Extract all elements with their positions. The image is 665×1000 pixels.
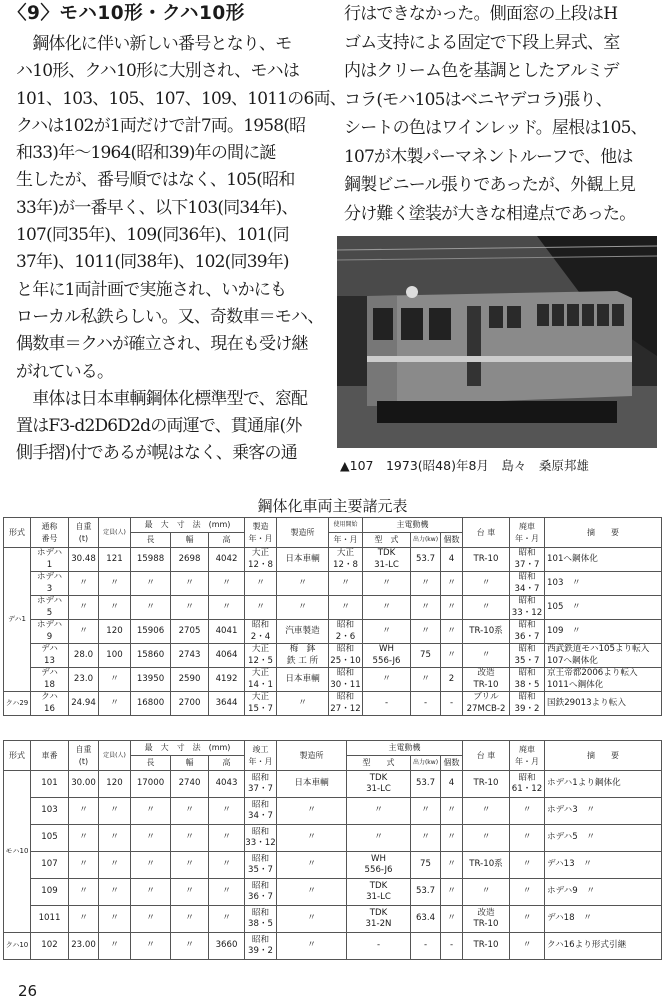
table-cell: 〃 (131, 596, 171, 620)
header-count: 個数 (441, 533, 463, 548)
table-cell: 〃 (411, 596, 441, 620)
table-cell: 昭和 33・12 (245, 825, 277, 852)
table-cell: 改造 TR-10 (463, 668, 510, 692)
table-cell: TDK 31-LC (347, 771, 411, 798)
table-cell: 〃 (69, 798, 99, 825)
table-cell: 2590 (171, 668, 209, 692)
header-capacity: 定員(人) (99, 518, 131, 548)
table-cell: TDK 31-2N (347, 906, 411, 933)
header-maker: 製造所 (277, 741, 347, 771)
text-line: ローカル私鉄らしい。又、奇数車＝モハ、 (16, 306, 324, 327)
text-line: 内はクリーム色を基調としたアルミデ (344, 61, 619, 81)
table-cell: 〃 (347, 798, 411, 825)
table-cell: 2743 (171, 644, 209, 668)
table-cell: 53.7 (411, 771, 441, 798)
table-cell: 105 (31, 825, 69, 852)
table-cell: 〃 (277, 692, 329, 716)
table-cell: 大正 12・8 (245, 548, 277, 572)
header-length: 長 (131, 533, 171, 548)
table-cell: 107 (31, 852, 69, 879)
table-cell: 〃 (131, 879, 171, 906)
table-cell: 15906 (131, 620, 171, 644)
table-cell: 4 (441, 548, 463, 572)
table-cell: 〃 (69, 906, 99, 933)
table-cell: 〃 (510, 825, 545, 852)
table-cell: 〃 (99, 798, 131, 825)
table-row (4, 852, 662, 879)
table-cell: 昭和 33・12 (510, 596, 545, 620)
table-cell: TR-10 (463, 771, 510, 798)
text-line: 分け難く塗装が大きな相違点であった。 (344, 203, 636, 224)
table-cell: ブリル 27MCB-2 (463, 692, 510, 716)
table-cell: 〃 (277, 596, 329, 620)
header-completed: 竣工 年・月 (245, 741, 277, 771)
table-cell: 〃 (411, 668, 441, 692)
table-cell: 〃 (171, 906, 209, 933)
table-cell: 4041 (209, 620, 245, 644)
table-cell: WH 556-J6 (363, 644, 411, 668)
table-cell: 〃 (441, 798, 463, 825)
header-maker: 製造所 (277, 518, 329, 548)
table-cell: 〃 (171, 798, 209, 825)
table-cell: 〃 (209, 852, 245, 879)
table-cell: 100 (99, 644, 131, 668)
table-cell: 〃 (510, 906, 545, 933)
header-start-ym: 年・月 (329, 533, 363, 548)
table-cell: 3644 (209, 692, 245, 716)
text-line: 107が木製パーマネントルーフで、他は (344, 146, 633, 167)
text-line: がれている。 (16, 361, 114, 382)
notes-cell: 109 〃 (545, 620, 662, 644)
notes-cell: デハ18 〃 (545, 906, 662, 933)
table-cell: 〃 (69, 852, 99, 879)
table-cell: 〃 (463, 644, 510, 668)
table-cell: 〃 (441, 596, 463, 620)
table-cell: 〃 (171, 879, 209, 906)
table-cell: 〃 (463, 798, 510, 825)
table-cell: 昭和 61・12 (510, 771, 545, 798)
table-cell: 〃 (411, 620, 441, 644)
table-cell: 〃 (99, 879, 131, 906)
table-cell: 昭和 39・2 (510, 692, 545, 716)
text-line: 33年)が一番早く、以下103(同34年)、 (16, 197, 298, 218)
table-cell: 日本車輌 (277, 771, 347, 798)
table-cell: 昭和 37・7 (510, 548, 545, 572)
header-height: 高 (209, 756, 245, 771)
header-weight: 自重 (t) (69, 741, 99, 771)
text-line: 偶数車＝クハが確立され、現在も受け継 (16, 334, 308, 355)
notes-cell: 105 〃 (545, 596, 662, 620)
table-cell: 昭和 38・5 (245, 906, 277, 933)
table-cell: 〃 (131, 825, 171, 852)
table-cell: 53.7 (411, 548, 441, 572)
table-cell: 〃 (209, 906, 245, 933)
text-line: 鋼製ビニール張りであったが、外観上見 (344, 175, 636, 195)
header-retired: 廃車 年・月 (510, 741, 545, 771)
table-cell: 〃 (69, 620, 99, 644)
table-cell: 120 (99, 620, 131, 644)
table-cell: 昭和 2・4 (245, 620, 277, 644)
table-cell: - (363, 692, 411, 716)
text-line: 車体は日本車輌鋼体化標準型で、窓配 (16, 388, 308, 409)
table-cell: 15988 (131, 548, 171, 572)
table-row (4, 548, 662, 572)
table-cell: 103 (31, 798, 69, 825)
table-cell: 昭和 34・7 (245, 798, 277, 825)
table-cell: 〃 (441, 620, 463, 644)
text-line: 和33)年～1964(昭和39)年の間に誕 (16, 143, 276, 164)
header-motor: 主電動機 (347, 741, 463, 756)
notes-cell: ホデハ3 〃 (545, 798, 662, 825)
table-cell: - (411, 933, 441, 960)
table-cell: 28.0 (69, 644, 99, 668)
table-row (4, 798, 662, 825)
notes-cell: デハ13 〃 (545, 852, 662, 879)
notes-cell: 京王帝都2006より転入 1011へ鋼体化 (545, 668, 662, 692)
table-cell: 〃 (99, 668, 131, 692)
table-cell: 昭和 36・7 (510, 620, 545, 644)
table-cell: 〃 (131, 933, 171, 960)
table-cell: 〃 (277, 933, 347, 960)
header-length: 長 (131, 756, 171, 771)
header-dims: 最 大 寸 法 (mm) (131, 518, 245, 533)
table-cell: 63.4 (411, 906, 441, 933)
type-cell: デハ1 (4, 548, 31, 692)
table-cell: 昭和 27・12 (330, 692, 361, 714)
table-cell: 〃 (463, 572, 510, 596)
header-motor: 主電動機 (363, 518, 463, 533)
text-line: コラ(モハ105はベニヤデコラ)張り、 (344, 89, 612, 110)
table-cell: 〃 (510, 798, 545, 825)
table-cell: 2700 (171, 692, 209, 716)
spec-table-after (3, 740, 662, 960)
table-row (4, 620, 662, 644)
table-cell: 〃 (131, 852, 171, 879)
table-cell: 昭和 35・7 (510, 644, 545, 668)
table-cell: 101 (31, 771, 69, 798)
table-cell: 75 (411, 644, 441, 668)
text-line: シートの色はワインレッド。屋根は105、 (344, 118, 647, 138)
table-cell: 〃 (441, 644, 463, 668)
text-line: 101、103、105、107、109、1011の6両、 (16, 88, 346, 109)
text-line: 行はできなかった。側面窓の上段はH (344, 4, 618, 24)
table-cell: 〃 (441, 906, 463, 933)
table-cell: 〃 (441, 825, 463, 852)
table-cell: 4192 (209, 668, 245, 692)
table-cell: 日本車輌 (277, 668, 329, 692)
header-notes: 摘 要 (545, 518, 662, 548)
header-number: 車番 (31, 741, 69, 771)
table-cell: TR-10系 (463, 852, 510, 879)
header-type: 形式 (4, 518, 31, 548)
table-cell: 〃 (277, 572, 329, 596)
header-built: 製造 年・月 (245, 518, 277, 548)
table-cell: TR-10 (463, 933, 510, 960)
table-cell: 23.0 (69, 668, 99, 692)
table-cell: 2 (441, 668, 463, 692)
table-cell: 梅 鉢 鉄 工 所 (277, 644, 329, 668)
table-cell: 〃 (209, 572, 245, 596)
table-cell: 75 (411, 852, 441, 879)
table-cell: 昭和 34・7 (510, 572, 545, 596)
table-cell: 〃 (441, 879, 463, 906)
table-cell: 102 (31, 933, 69, 960)
table-cell: 〃 (347, 825, 411, 852)
table-cell: 昭和 39・2 (245, 933, 277, 960)
table-cell: 24.94 (69, 692, 99, 716)
table-cell: 〃 (463, 879, 510, 906)
table-cell: 4042 (209, 548, 245, 572)
text-line: 置はF3-d2D6D2dの両運で、貫通扉(外 (16, 416, 302, 437)
table-cell: 〃 (99, 825, 131, 852)
type-cell: モハ10 (4, 771, 31, 933)
table-cell: 〃 (277, 852, 347, 879)
notes-cell: ホデハ5 〃 (545, 825, 662, 852)
table-cell: 〃 (69, 825, 99, 852)
table-cell: 〃 (69, 879, 99, 906)
table-cell: TDK 31-LC (363, 548, 411, 572)
table-cell: 〃 (245, 596, 277, 620)
table-cell: 13950 (131, 668, 171, 692)
table-cell: 昭和 2・6 (329, 620, 363, 644)
table-cell: 23.00 (69, 933, 99, 960)
table-row (4, 596, 662, 620)
table-cell: ホデハ 5 (31, 596, 69, 620)
table-row (4, 879, 662, 906)
table-cell: - (441, 692, 463, 716)
table-cell: 昭和 25・10 (330, 644, 361, 666)
text-line: 生したが、番号順ではなく、105(昭和 (16, 170, 295, 191)
table-cell: 〃 (411, 825, 441, 852)
table-cell: 〃 (69, 596, 99, 620)
notes-cell: ホデハ1より鋼体化 (545, 771, 662, 798)
page-number: 26 (18, 982, 38, 1000)
table-cell: 16800 (131, 692, 171, 716)
table-cell: 〃 (99, 933, 131, 960)
text-line: 107(同35年)、109(同36年)、101(同 (16, 225, 289, 246)
table-cell: 2698 (171, 548, 209, 572)
table-row (4, 668, 662, 692)
notes-cell: 101へ鋼体化 (545, 548, 662, 572)
header-motor-type: 型 式 (347, 756, 411, 771)
table-row (4, 933, 662, 960)
table-cell: 〃 (363, 596, 411, 620)
table-title: 鋼体化車両主要諸元表 (257, 497, 408, 515)
header-capacity: 定員(人) (99, 741, 131, 771)
table-cell: TDK 31-LC (347, 879, 411, 906)
table-cell: 昭和 36・7 (245, 879, 277, 906)
text-line: と年に1両計画で実施され、いかにも (16, 279, 287, 300)
table-cell: 17000 (131, 771, 171, 798)
table-cell: 30.00 (69, 771, 99, 798)
header-start: 使用開始 (329, 518, 363, 533)
table-cell: 〃 (171, 825, 209, 852)
text-line: クハは102が1両だけで計7両。1958(昭 (16, 115, 306, 136)
header-dims: 最 大 寸 法 (mm) (131, 741, 245, 756)
header-output: 出力(kw) (411, 756, 441, 771)
notes-cell: ホデハ9 〃 (545, 879, 662, 906)
table-row (4, 692, 662, 716)
header-truck: 台 車 (463, 518, 510, 548)
body-text-left-column (16, 31, 346, 468)
header-width: 幅 (171, 756, 209, 771)
table-cell: 〃 (277, 825, 347, 852)
table-cell: 〃 (510, 933, 545, 960)
table-cell: 〃 (99, 596, 131, 620)
table-cell: 〃 (99, 906, 131, 933)
table-cell: 〃 (99, 692, 131, 716)
table-cell: ホデハ 1 (31, 548, 69, 572)
table-cell: デハ 18 (31, 668, 69, 692)
table-cell: 〃 (209, 879, 245, 906)
table-cell: 大正 15・7 (245, 692, 277, 716)
table-row (4, 572, 662, 596)
table-cell: 〃 (329, 572, 363, 596)
type-cell: クハ10 (4, 933, 31, 960)
table-cell: 3660 (209, 933, 245, 960)
table-cell: 〃 (171, 933, 209, 960)
table-cell: デハ 13 (31, 644, 69, 668)
table-cell: 〃 (510, 852, 545, 879)
table-cell: 〃 (329, 596, 363, 620)
table-cell: ホデハ 9 (31, 620, 69, 644)
table-cell: 〃 (131, 572, 171, 596)
header-notes: 摘 要 (545, 741, 662, 771)
text-line: 鋼体化に伴い新しい番号となり、モ (16, 34, 292, 54)
photo-caption: ▲107 1973(昭48)年8月 島々 桑原邦雄 (340, 458, 589, 473)
table-cell: 〃 (277, 798, 347, 825)
table-cell: 4 (441, 771, 463, 798)
table-cell: 汽車製造 (277, 620, 329, 644)
type-cell: クハ29 (4, 692, 31, 716)
notes-cell: 西武鉄道モハ105より転入 107へ鋼体化 (545, 644, 662, 668)
notes-cell: クハ16より形式引継 (545, 933, 662, 960)
table-cell: WH 556-J6 (347, 852, 411, 879)
table-cell: 30.48 (69, 548, 99, 572)
header-width: 幅 (171, 533, 209, 548)
table-cell: 109 (31, 879, 69, 906)
notes-cell: 103 〃 (545, 572, 662, 596)
table-cell: 昭和 38・5 (510, 668, 545, 692)
table-cell: 〃 (441, 852, 463, 879)
table-cell: 〃 (171, 852, 209, 879)
table-row (4, 771, 662, 798)
table-cell: 〃 (277, 879, 347, 906)
table-cell: ホデハ 3 (31, 572, 69, 596)
table-cell: 〃 (277, 906, 347, 933)
table-cell: 昭和 30・11 (330, 668, 361, 690)
table-cell: 〃 (209, 596, 245, 620)
table-cell: TR-10 (463, 548, 510, 572)
table-cell: 昭和 35・7 (245, 852, 277, 879)
table-row (4, 644, 662, 668)
header-type: 形式 (4, 741, 31, 771)
table-cell: 日本車輌 (277, 548, 329, 572)
text-line: 37年)、1011(同38年)、102(同39年) (16, 252, 289, 273)
table-cell: - (347, 933, 411, 960)
table-cell: 〃 (363, 620, 411, 644)
text-line: ハ10形、クハ10形に大別され、モハは (16, 61, 300, 82)
table-row (4, 906, 662, 933)
table-row (4, 825, 662, 852)
table-cell: 53.7 (411, 879, 441, 906)
table-cell: - (441, 933, 463, 960)
table-cell: 改造 TR-10 (463, 906, 510, 933)
table-cell: 大正 12・5 (245, 644, 277, 668)
body-text-right-column (344, 0, 662, 228)
table-cell: 〃 (209, 798, 245, 825)
table-cell: TR-10系 (463, 620, 510, 644)
table-cell: 4043 (209, 771, 245, 798)
table-cell: 2740 (171, 771, 209, 798)
table-cell: 120 (99, 771, 131, 798)
header-motor-type: 型 式 (363, 533, 411, 548)
table-cell: 〃 (510, 879, 545, 906)
table-cell: 〃 (69, 572, 99, 596)
header-weight: 自重 (t) (69, 518, 99, 548)
train-photo (337, 236, 657, 448)
table-cell: 〃 (99, 852, 131, 879)
table-cell: 大正 12・8 (329, 548, 363, 572)
section-heading: 〈9〉モハ10形・クハ10形 (8, 3, 245, 24)
table-cell: 大正 14・1 (245, 668, 277, 692)
table-cell: 〃 (441, 572, 463, 596)
text-line: ゴム支持による固定で下段上昇式、室 (344, 32, 620, 53)
table-cell: 〃 (363, 668, 411, 692)
text-line: 側手摺)付であるが幌はなく、乗客の通 (16, 443, 297, 464)
table-cell: 〃 (363, 572, 411, 596)
table-cell: 〃 (245, 572, 277, 596)
notes-cell: 国鉄29013より転入 (545, 692, 662, 716)
table-cell: 〃 (99, 572, 131, 596)
spec-table-before (3, 517, 662, 716)
table-cell: - (411, 692, 441, 716)
table-cell: 〃 (411, 572, 441, 596)
header-truck: 台 車 (463, 741, 510, 771)
table-cell: 4064 (209, 644, 245, 668)
table-cell: 121 (99, 548, 131, 572)
header-count: 個数 (441, 756, 463, 771)
table-cell: 15860 (131, 644, 171, 668)
table-cell: 〃 (463, 596, 510, 620)
table-cell: 昭和 37・7 (245, 771, 277, 798)
table-cell: 〃 (131, 798, 171, 825)
table-cell: 〃 (171, 596, 209, 620)
table-cell: 〃 (131, 906, 171, 933)
table-cell: 〃 (463, 825, 510, 852)
table-cell: クハ 16 (31, 692, 69, 716)
table-cell: 2705 (171, 620, 209, 644)
table-cell: 〃 (171, 572, 209, 596)
header-height: 高 (209, 533, 245, 548)
header-retired: 廃車 年・月 (510, 518, 545, 548)
header-output: 出力(kw) (411, 533, 441, 548)
table-cell: 1011 (31, 906, 69, 933)
table-cell: 〃 (209, 825, 245, 852)
header-name: 通称 番号 (31, 518, 69, 548)
table-cell: 〃 (411, 798, 441, 825)
